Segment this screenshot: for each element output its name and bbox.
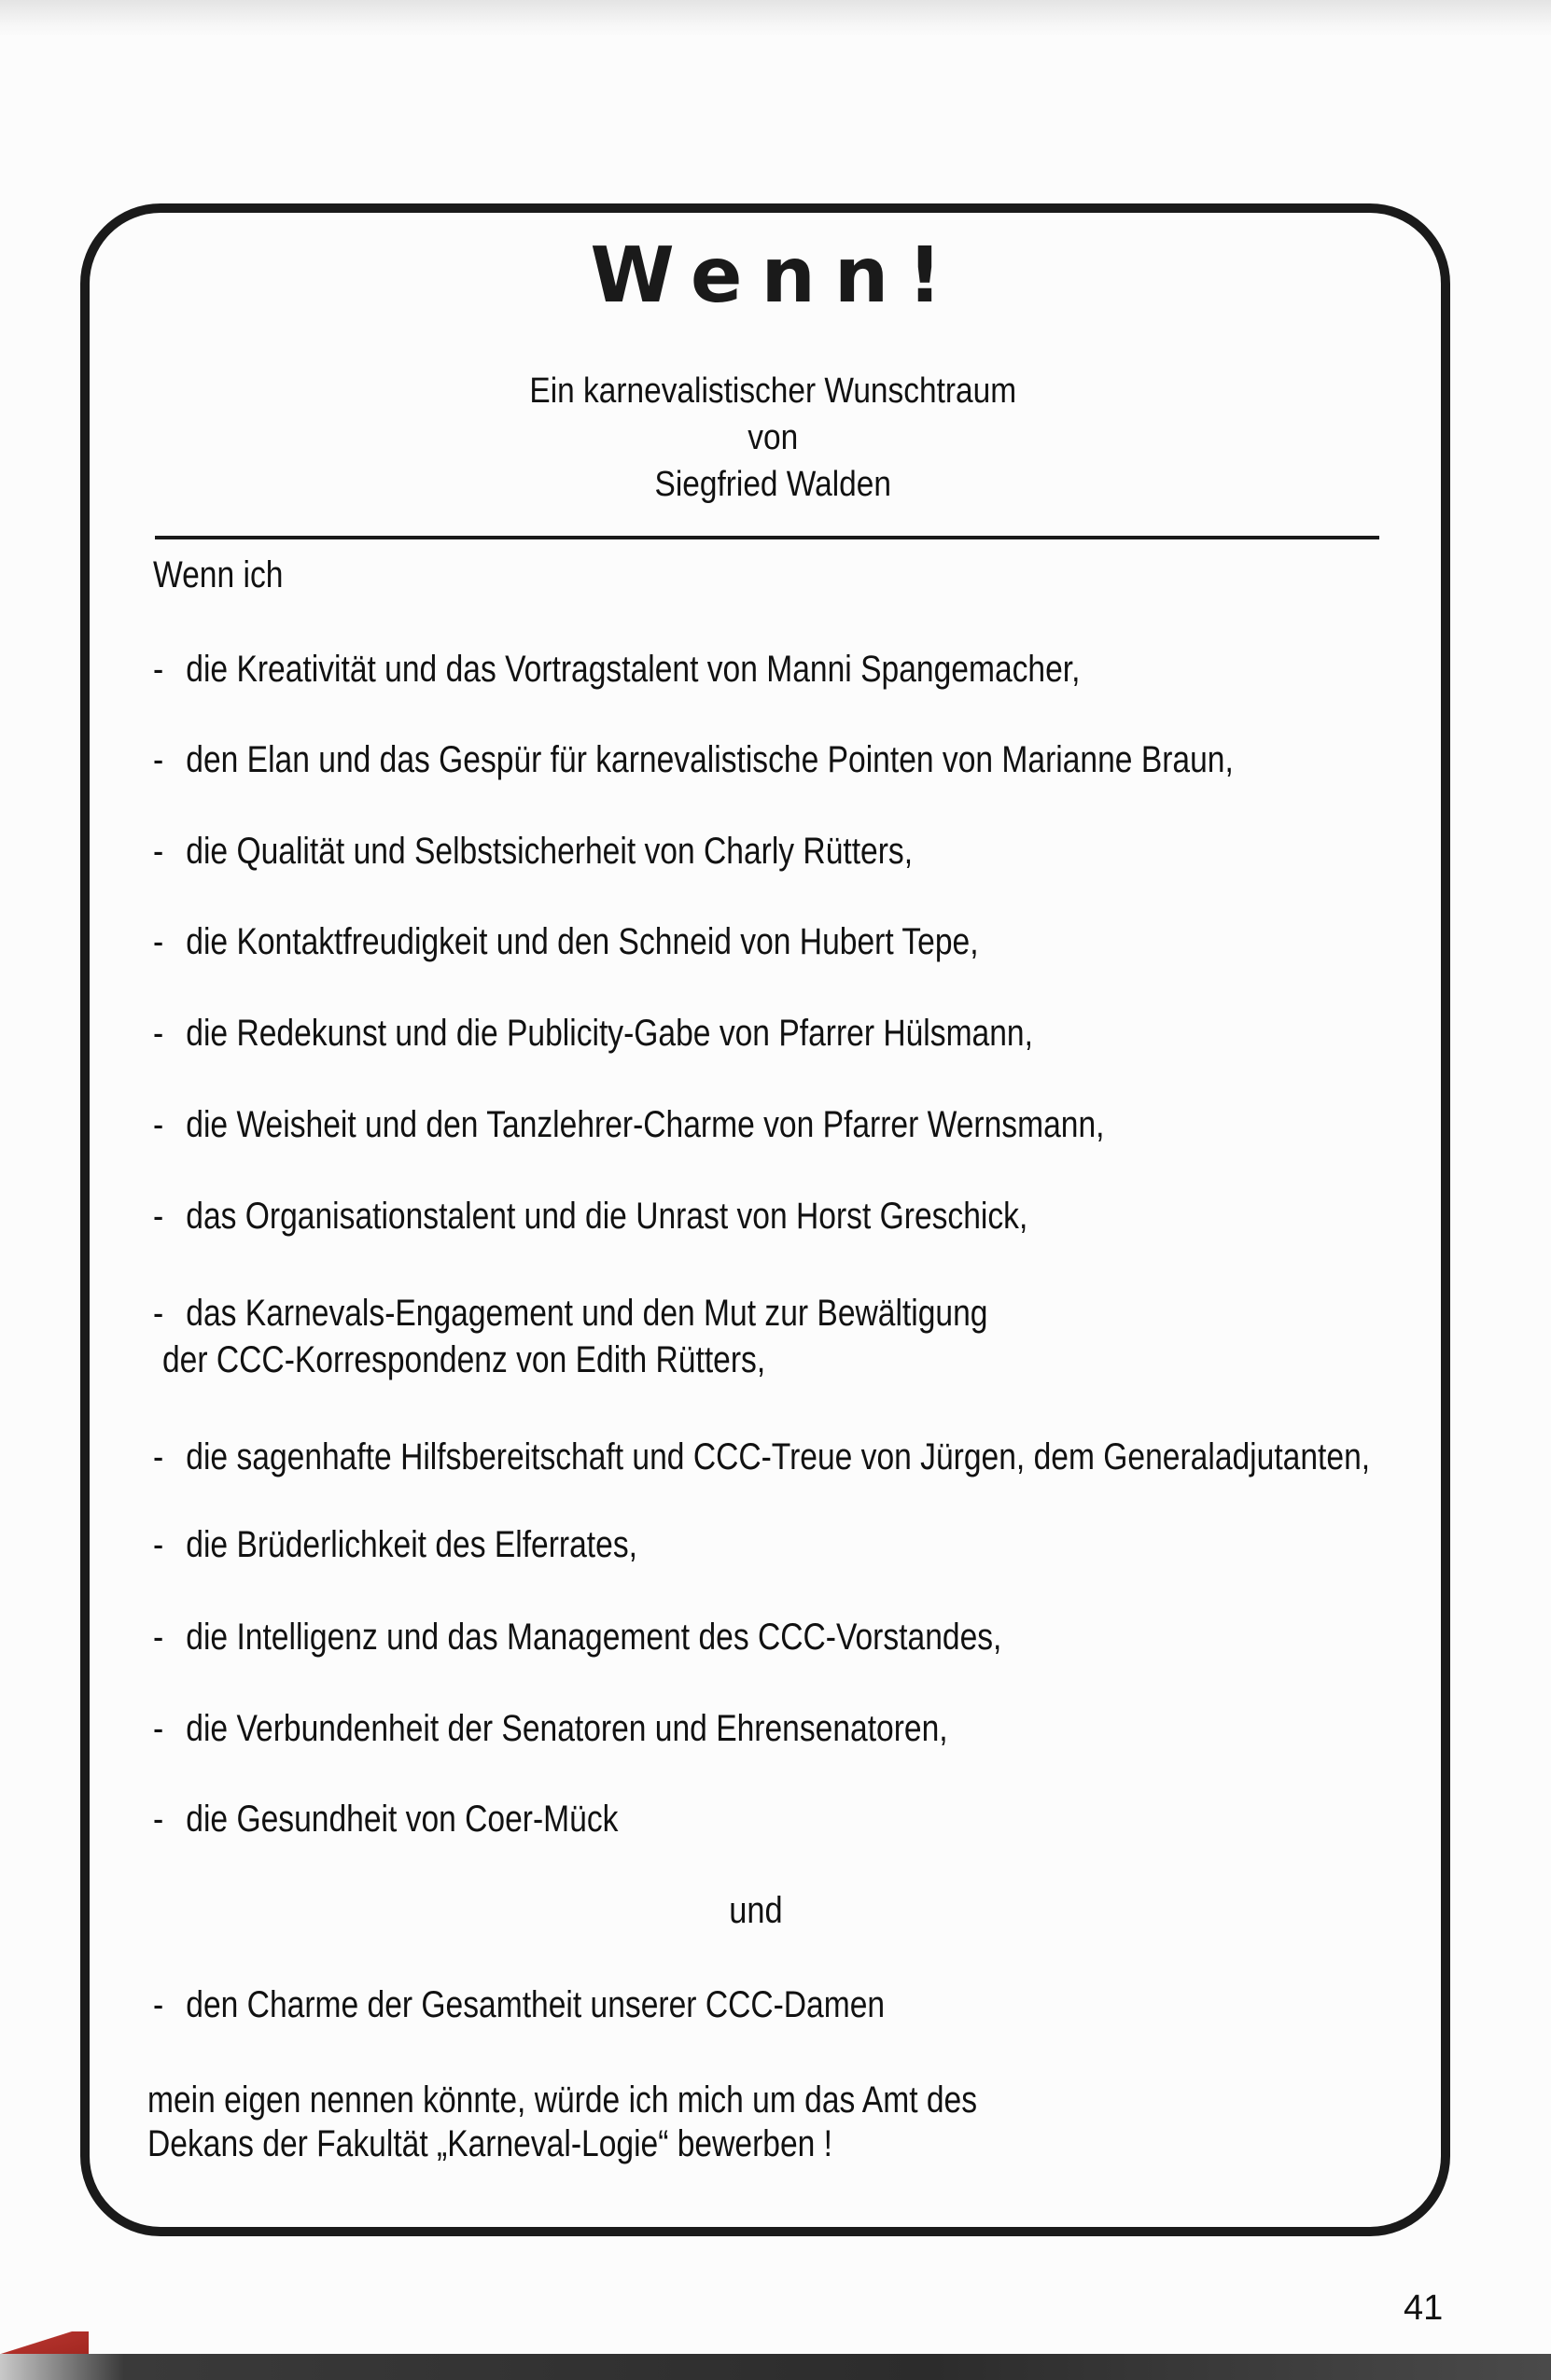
- list-item: [153, 1521, 637, 1568]
- list-dash: -: [153, 921, 164, 962]
- list-item: [153, 918, 979, 965]
- list-item: [153, 828, 913, 875]
- list-dash: -: [153, 1984, 164, 2025]
- list-item-text: die sagenhafte Hilfsbereitschaft und CCC-Treue von Jürgen, dem Generaladjutanten,: [186, 1436, 1371, 1477]
- list-dash: -: [153, 1196, 164, 1237]
- list-dash: -: [153, 1013, 164, 1054]
- closing-line-1: mein eigen nennen könnte, würde ich mich um das Amt des: [147, 2079, 978, 2121]
- list-item-text: das Karnevals-Engagement und den Mut zur Bewältigung: [186, 1293, 988, 1334]
- list-dash: -: [153, 1436, 164, 1477]
- list-dash: -: [153, 1708, 164, 1749]
- list-dash: -: [153, 1524, 164, 1565]
- list-item-text: das Organisationstalent und die Unrast von Horst Greschick,: [186, 1196, 1028, 1237]
- list-item: [153, 1705, 948, 1752]
- list-dash: -: [153, 739, 164, 780]
- list-dash: -: [153, 1799, 164, 1840]
- list-item: [153, 1796, 618, 1842]
- list-item-text: die Gesundheit von Coer-Mück: [186, 1799, 619, 1840]
- closing-line-2: Dekans der Fakultät „Karneval-Logie“ bewerben !: [147, 2123, 832, 2164]
- list-dash: -: [153, 649, 164, 690]
- list-item: [153, 1193, 1027, 1239]
- subtitle-line-2: von: [748, 418, 799, 457]
- horizontal-rule: [155, 536, 1379, 539]
- list-item-text: die Kreativität und das Vortragstalent von Manni Spangemacher,: [186, 649, 1081, 690]
- list-item-text: die Redekunst und die Publicity-Gabe von Pfarrer Hülsmann,: [186, 1013, 1033, 1054]
- intro-text: Wenn ich: [153, 554, 284, 595]
- list-item-text: die Verbundenheit der Senatoren und Ehrensenatoren,: [186, 1708, 948, 1749]
- conjunction-text: und: [729, 1890, 783, 1931]
- list-item: [153, 1434, 1370, 1480]
- list-item: [153, 646, 1080, 693]
- list-dash: -: [153, 1293, 164, 1334]
- list-item-text: die Kontaktfreudigkeit und den Schneid von Hubert Tepe,: [186, 921, 979, 962]
- list-item-text: den Elan und das Gespür für karnevalistische Pointen von Marianne Braun,: [186, 739, 1234, 780]
- page-title: Wenn!: [590, 231, 961, 320]
- list-item: [153, 1010, 1033, 1057]
- list-item: [153, 1290, 987, 1337]
- list-item: [153, 1981, 885, 2028]
- list-dash: -: [153, 831, 164, 872]
- list-item-text: den Charme der Gesamtheit unserer CCC-Damen: [186, 1984, 886, 2025]
- scan-top-shadow: [0, 0, 1551, 37]
- list-item-text: die Weisheit und den Tanzlehrer-Charme von Pfarrer Wernsmann,: [186, 1104, 1105, 1145]
- page-number: 41: [1404, 2289, 1444, 2328]
- list-item-text: die Qualität und Selbstsicherheit von Charly Rütters,: [186, 831, 914, 872]
- subtitle-line-1: Ein karnevalistischer Wunschtraum: [529, 371, 1017, 411]
- list-item-continuation: der CCC-Korrespondenz von Edith Rütters,: [162, 1339, 766, 1380]
- list-item: [153, 736, 1234, 783]
- list-dash: -: [153, 1104, 164, 1145]
- list-dash: -: [153, 1617, 164, 1658]
- subtitle-line-3: Siegfried Walden: [654, 465, 891, 504]
- scan-bottom-dark-edge: [0, 2354, 1551, 2380]
- list-item: [153, 1614, 1001, 1660]
- list-item-text: die Brüderlichkeit des Elferrates,: [186, 1524, 637, 1565]
- list-item-text: die Intelligenz und das Management des CCC-Vorstandes,: [186, 1617, 1002, 1658]
- list-item: [153, 1101, 1104, 1148]
